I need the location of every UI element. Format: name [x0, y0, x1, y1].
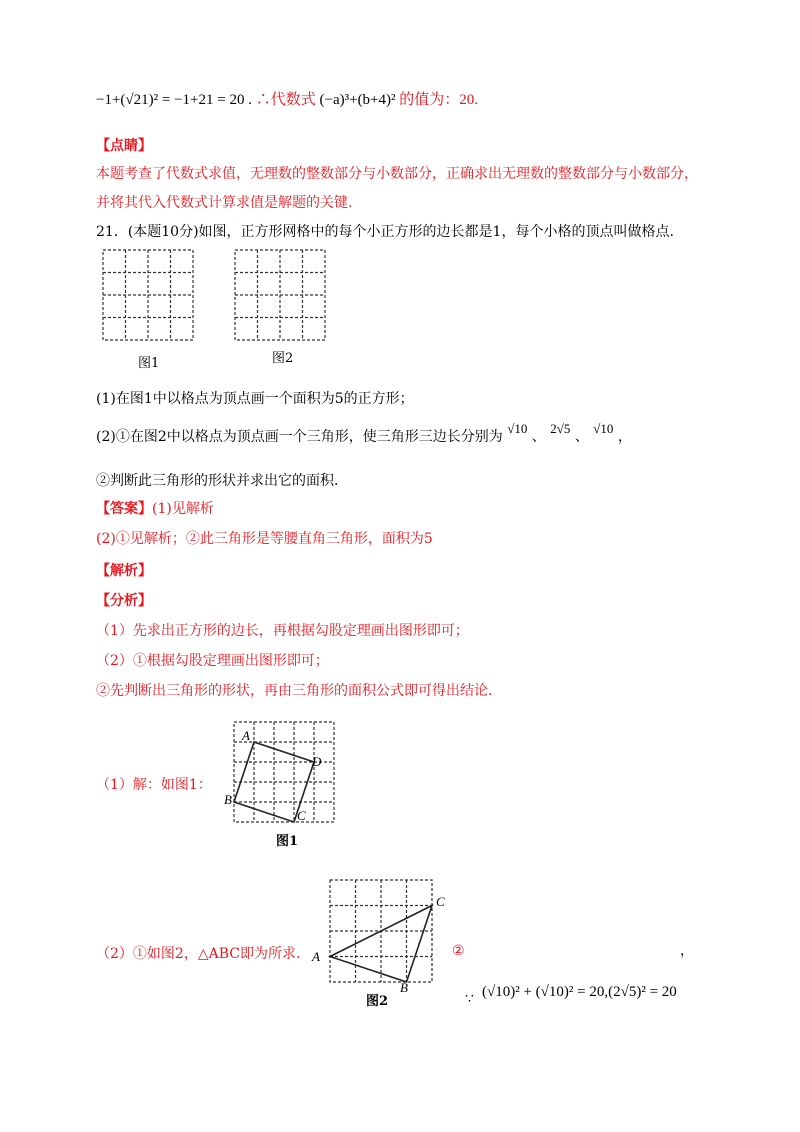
top-equation — [96, 88, 478, 109]
question-2b: ②判断此三角形的形状并求出它的面积. — [96, 473, 339, 489]
grid-2 — [235, 250, 325, 340]
solution-figure-1 — [224, 716, 338, 828]
analysis-line-1: （1）先求出正方形的边长，再根据勾股定理画出图形即可； — [96, 623, 469, 639]
question-2-sep-1: 、 — [531, 429, 546, 445]
point-label-a: A — [242, 728, 250, 743]
question-2 — [96, 421, 632, 446]
problem-figure-1-label: 图1 — [138, 356, 160, 371]
comment-heading: 【点睛】 — [96, 138, 152, 154]
point-label-b2: B — [400, 980, 408, 995]
solution-figure-2 — [308, 874, 454, 995]
top-equation-expr: (−a)³+(b+4)² — [319, 92, 396, 108]
question-2-end: ， — [617, 429, 632, 445]
solution-2-text: （2）①如图2，△ABC即为所求. — [96, 946, 301, 962]
side-length-3: √10 — [593, 421, 614, 436]
point-label-c2: C — [436, 894, 445, 909]
analysis-sub-heading: 【分析】 — [96, 593, 152, 609]
problem-figure-1 — [100, 247, 200, 345]
comment-line-2: 并将其代入代数式计算求值是解题的关键. — [96, 195, 353, 211]
grid-1 — [103, 250, 193, 340]
top-equation-lhs: −1+(√21)² = −1+21 = 20 — [96, 92, 245, 108]
question-2-sep-2: 、 — [574, 429, 589, 445]
problem-figure-2 — [232, 247, 332, 345]
analysis-heading: 【解析】 — [96, 563, 152, 579]
top-equation-tail: 的值为：20. — [399, 92, 479, 108]
analysis-line-2: （2）①根据勾股定理画出图形即可； — [96, 653, 329, 669]
answer-a2: (2)①见解析；②此三角形是等腰直角三角形，面积为5 — [96, 531, 433, 547]
top-equation-text: ∴代数式 — [255, 92, 316, 108]
point-label-c: C — [297, 808, 306, 823]
solution-figure-1-label: 图1 — [276, 834, 299, 849]
solution-1-text: （1）解：如图1： — [96, 777, 212, 793]
answer-a1: (1)见解析 — [152, 501, 214, 517]
because-symbol: ∵ — [465, 991, 474, 1007]
question-2-prefix: (2)①在图2中以格点为顶点画一个三角形，使三角形三边长分别为 — [96, 429, 503, 445]
side-length-1: √10 — [507, 421, 528, 436]
solution-2-comma: ， — [680, 943, 694, 959]
answer-line-1 — [96, 498, 214, 518]
problem-figure-2-label: 图2 — [272, 351, 294, 366]
point-label-b: B — [224, 792, 232, 807]
solution-2-circle: ② — [452, 943, 465, 959]
point-label-d: D — [312, 754, 322, 769]
solution-figure-2-label: 图2 — [366, 994, 389, 1009]
top-equation-sep: . — [248, 92, 252, 108]
point-label-a2: A — [312, 949, 320, 964]
question-1: (1)在图1中以格点为顶点画一个面积为5的正方形； — [96, 391, 414, 407]
solution-equation: (√10)² + (√10)² = 20,(2√5)² = 20 — [482, 984, 677, 1000]
answer-heading: 【答案】 — [96, 501, 152, 517]
comment-line-1: 本题考查了代数式求值，无理数的整数部分与小数部分，正确求出无理数的整数部分与小数部分， — [96, 166, 698, 182]
problem-stem: 21．(本题10分)如图，正方形网格中的每个小正方形的边长都是1，每个小格的顶点叫做格点. — [96, 224, 674, 240]
analysis-line-3: ②先判断出三角形的形状，再由三角形的面积公式即可得出结论. — [96, 683, 493, 699]
side-length-2: 2√5 — [550, 421, 571, 436]
